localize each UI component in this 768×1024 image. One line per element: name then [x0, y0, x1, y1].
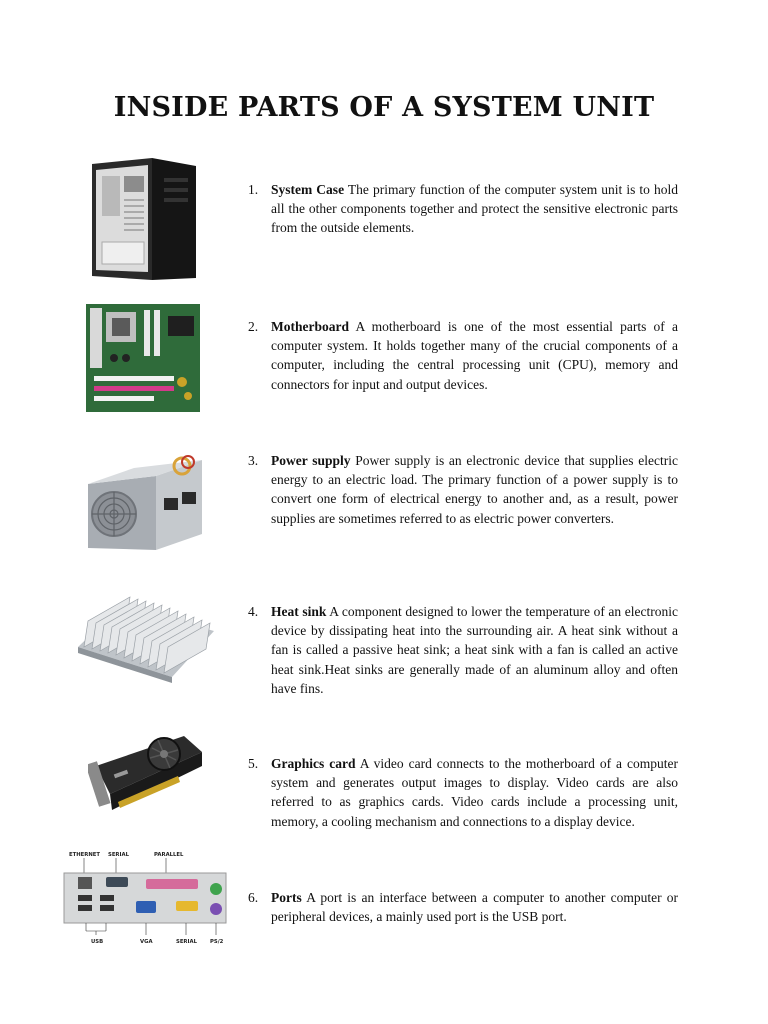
port-label-serial-bottom: SERIAL: [176, 939, 197, 945]
item-text: The primary function of the computer system unit is to hold all the other components together and protect the sensitive electronic parts from the outside elements.: [271, 182, 678, 236]
port-label-vga: VGA: [140, 939, 153, 945]
item-text: Power supply is an electronic device that supplies electric energy to an electric load. The primary function of a power supply is to convert one form of electrical energy to another and, as a result, power supplies are sometimes referred to as electric power converters.: [271, 453, 678, 526]
heat-sink-image: [76, 591, 216, 683]
item-description: [271, 317, 678, 394]
item-name: Motherboard: [271, 319, 349, 334]
computer-case-image: [88, 156, 200, 284]
item-number: 3.: [248, 453, 259, 468]
graphics-card-image: [88, 732, 206, 824]
item-name: Ports: [271, 890, 302, 905]
item-number: 5.: [248, 756, 259, 771]
item-text: A port is an interface between a computer to another computer or peripheral devices, a mainly used port is the USB port.: [271, 890, 678, 925]
item-number: 1.: [248, 182, 259, 197]
power-supply-image: [84, 448, 208, 552]
item-name: Graphics card: [271, 756, 356, 771]
port-label-ethernet: ETHERNET: [69, 852, 101, 858]
item-name: System Case: [271, 182, 345, 197]
port-label-usb: USB: [91, 939, 104, 945]
item-text: A motherboard is one of the most essential parts of a computer system. It holds together many of the crucial components of a computer, including the central processing unit (CPU), memory and connectors for input and output devices.: [271, 319, 678, 392]
item-description: [271, 451, 678, 528]
port-label-ps2: PS/2: [210, 939, 224, 945]
port-label-serial-top: SERIAL: [108, 852, 129, 858]
item-name: Heat sink: [271, 604, 327, 619]
item-number: 4.: [248, 604, 259, 619]
item-text: A video card connects to the motherboard of a computer system and generates output images to display. Video cards are also referred to as graphics cards. Video cards include a processing unit, memory, a cooling mechanism and connections to a display device.: [271, 756, 678, 829]
item-description: [271, 602, 678, 698]
item-name: Power supply: [271, 453, 351, 468]
motherboard-image: [84, 302, 202, 414]
item-description: [271, 754, 678, 831]
item-description: [271, 888, 678, 926]
item-description: [271, 180, 678, 238]
item-text: A component designed to lower the temperature of an electronic device by dissipating heat into the surrounding air. A heat sink without a fan is called a passive heat sink; a heat sink with a fan is called an active heat sink.Heat sinks are generally made of an aluminum alloy and often have fins.: [271, 604, 678, 696]
item-number: 6.: [248, 890, 259, 905]
ports-panel-image: [62, 847, 232, 955]
port-label-parallel: PARALLEL: [154, 852, 184, 858]
page-title: INSIDE PARTS OF A SYSTEM UNIT: [113, 92, 655, 123]
item-number: 2.: [248, 319, 259, 334]
